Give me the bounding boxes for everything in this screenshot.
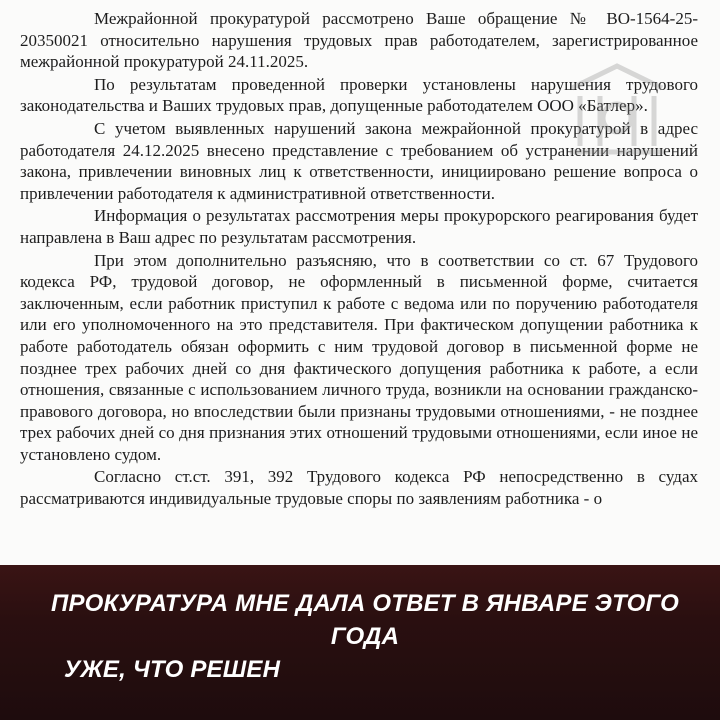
caption-text <box>30 587 700 686</box>
caption-line-1: ПРОКУРАТУРА МНЕ ДАЛА ОТВЕТ В ЯНВАРЕ ЭТОГО ГОДА <box>50 590 679 650</box>
caption-line-2: УЖЕ, ЧТО РЕШЕН <box>64 656 281 683</box>
paragraph-appeal: Межрайонной прокуратурой рассмотрено Ваше обращение № ВО-1564-25-20350021 относительно нарушения трудовых прав работодателем, зарегистрированное межрайонной прокуратурой 24.11.2025. <box>20 9 698 72</box>
paragraph-inspection: По результатам проведенной проверки установлены нарушения трудового законодательства и Ваших трудовых прав, допущенные работодателем ООО «Батлер». <box>20 74 698 116</box>
video-caption-banner <box>0 565 720 720</box>
paragraph-representation: С учетом выявленных нарушений закона межрайонной прокуратурой в адрес работодателя 24.12.2025 внесено представление с требованием об устранении нарушений закона, привлечении виновных лиц к ответственности, инициировано решение вопроса о привлечении работодателя к административной ответственности. <box>20 118 698 203</box>
paragraph-explanation: При этом дополнительно разъясняю, что в соответствии со ст. 67 Трудового кодекса РФ, трудовой договор, не оформленный в письменной форме, считается заключенным, если работник приступил к работе с ведома или по поручению работодателя или его уполномоченного на это представителя. При фактическом допущении работника к работе работодатель обязан оформить с ним трудовой договор в письменной форме не позднее трех рабочих дней со дня фактического допущения работника к работе, а если отношения, связанные с использованием личного труда, возникли на основании гражданско-правового договора, но впоследствии были признаны трудовыми отношениями, - не позднее трех рабочих дней со дня признания этих отношений трудовыми отношениями, если иное не установлено судом. <box>20 250 698 464</box>
paragraph-information: Информация о результатах рассмотрения меры прокурорского реагирования будет направлена в Ваш адрес по результатам рассмотрения. <box>20 206 698 247</box>
paragraph-disputes: Согласно ст.ст. 391, 392 Трудового кодекса РФ непосредственно в судах рассматриваются индивидуальные трудовые споры по заявлениям работника - о <box>20 467 698 509</box>
